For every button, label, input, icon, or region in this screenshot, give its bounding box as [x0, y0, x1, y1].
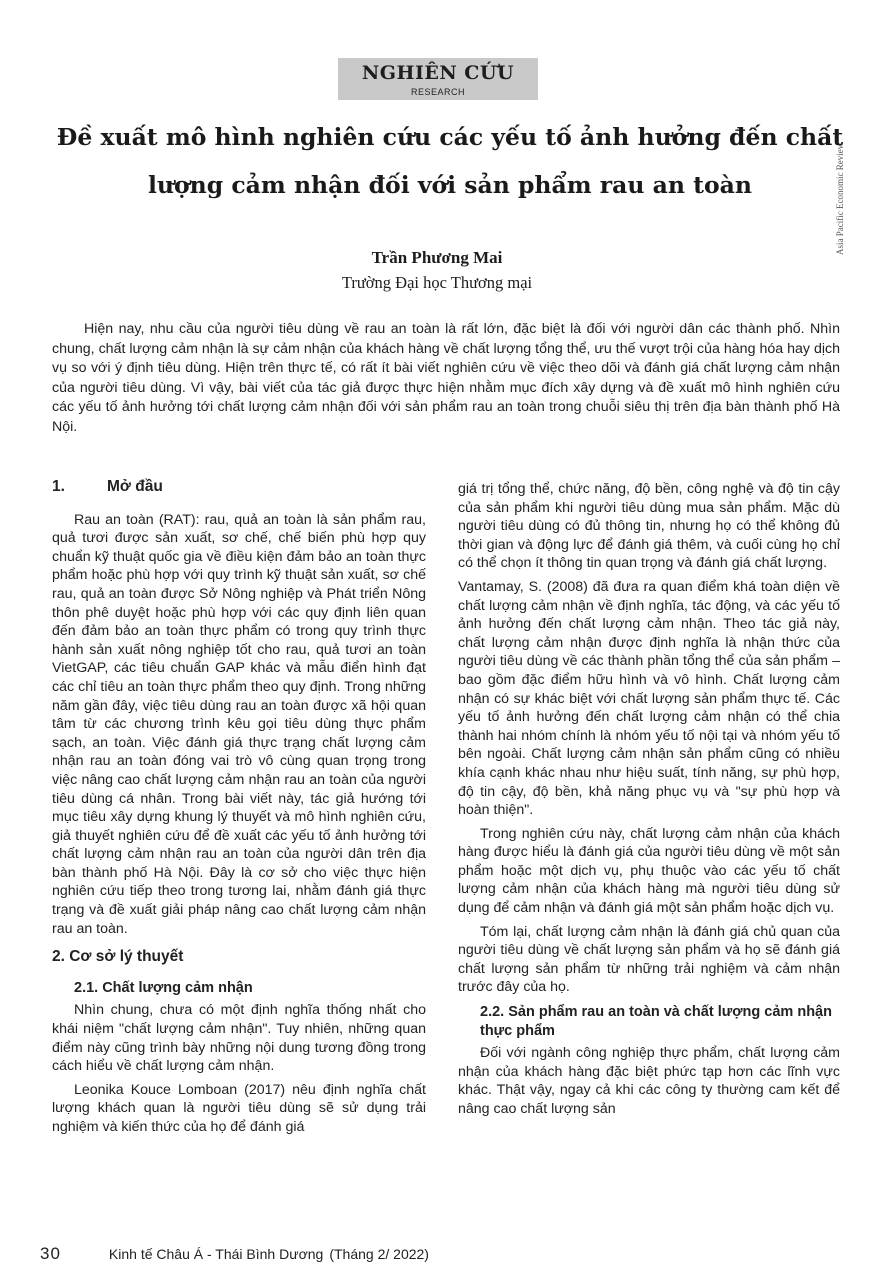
paragraph: Rau an toàn (RAT): rau, quả an toàn là sản phẩm rau, quả tươi được sản xuất, sơ chế, chế biến phù hợp quy chuẩn kỹ thuật quốc gia về điều kiện đảm bảo an toàn thực phẩm hoặc phù hợp với quy trình kỹ thuật sản xuất, sơ chế rau, quả an toàn được Sở Nông nghiệp và Phát triển Nông thôn phê duyệt hoặc phù hợp với các quy định liên quan đến đảm bảo an toàn thực phẩm có trong quy trình thực hành sản xuất nông nghiệp tốt cho rau, quả tươi an toàn VietGAP, các tiêu chuẩn GAP khác và mẫu điển hình đạt các chỉ tiêu an toàn thực phẩm theo quy định. Trong những năm gần đây, việc tiêu dùng rau an toàn được xã hội quan tâm từ các chương trình kêu gọi tiêu dùng thực phẩm sạch, an toàn. Việc đánh giá thực trạng chất lượng cảm nhận rau an toàn đóng vai trò vô cùng quan trọng trong việc nâng cao chất lượng cảm nhận rau an toàn của người tiêu dùng cá nhân. Trong bài viết này, tác giả hướng tới mục tiêu xây dựng khung lý thuyết và mô hình nghiên cứu, giả thuyết nghiên cứu để đề xuất các yếu tố ảnh hưởng tới chất lượng cảm nhận rau an toàn của người dân trên địa bàn thành phố Hà Nội. Đây là cơ sở cho việc thực hiện nghiên cứu tiếp theo trong tương lai, nhằm đánh giá thực trạng và đề xuất giải pháp nâng cao chất lượng cảm nhận rau an toàn. — [52, 511, 426, 937]
subsection-heading-2-2: 2.2. Sản phẩm rau an toàn và chất lượng cảm nhận thực phẩm — [480, 1004, 832, 1039]
subsection-heading-2-1: 2.1. Chất lượng cảm nhận — [74, 979, 253, 996]
section-heading-1 — [52, 478, 426, 497]
section-banner — [338, 58, 538, 100]
paragraph: Tóm lại, chất lượng cảm nhận là đánh giá chủ quan của người tiêu dùng về chất lượng sản phẩm và họ sẽ đánh giá chất lượng sản phẩm từ những trải nghiệm và cảm nhận trước đây của họ. — [458, 923, 840, 996]
author-name: Trần Phương Mai — [371, 248, 503, 267]
issue-date: (Tháng 2/ 2022) — [329, 1246, 429, 1262]
abstract-text: Hiện nay, nhu cầu của người tiêu dùng về rau an toàn là rất lớn, đặc biệt là đối với người dân các thành phố. Nhìn chung, chất lượng cảm nhận là sự cảm nhận của khách hàng về chất lượng tổng thể, ưu thế vượt trội của hàng hóa hay dịch vụ so với ý định tiêu dùng. Hiện trên thực tế, có rất ít bài viết nghiên cứu về việc theo dõi và đánh giá chất lượng cảm nhận của người tiêu dùng. Vì vậy, bài viết của tác giả được thực hiện nhằm mục đích xây dựng và đề xuất mô hình nghiên cứu các yếu tố ảnh hưởng tới chất lượng cảm nhận đối với sản phẩm rau an toàn trong chuỗi siêu thị trên địa bàn thành phố Hà Nội. — [52, 321, 840, 435]
right-column — [458, 480, 840, 1124]
paragraph: Đối với ngành công nghiệp thực phẩm, chất lượng cảm nhận của khách hàng đặc biệt phức tạp hơn các lĩnh vực khác. Thật vậy, ngay cả khi các công ty thường cam kết để nâng cao chất lượng sản — [458, 1045, 840, 1117]
paragraph: Nhìn chung, chưa có một định nghĩa thống nhất cho khái niệm "chất lượng cảm nhận". Tuy nhiên, những quan điểm này cũng trình bày những nội dung tương đồng trong cách hiểu về chất lượng cảm nhận. — [52, 1002, 426, 1075]
section-heading-2: 2. Cơ sở lý thuyết — [52, 948, 184, 966]
page-footer — [40, 1244, 429, 1264]
section-title: Mở đầu — [107, 478, 163, 495]
section-label-en: RESEARCH — [410, 87, 465, 97]
journal-side-label: Asia Pacific Economic Review — [835, 142, 845, 255]
paragraph: Vantamay, S. (2008) đã đưa ra quan điểm khá toàn diện về chất lượng cảm nhận về định nghĩa, tác động, và các yếu tố ảnh hưởng đến chất lượng cảm nhận. Theo tác giả này, chất lượng cảm nhận được định nghĩa là nhận thức của người tiêu dùng về các thành phần tổng thể của sản phẩm – bao gồm đặc điểm hữu hình và vô hình. Chất lượng cảm nhận có sự khác biệt với chất lượng sản phẩm thực tế. Các yếu tố ảnh hưởng đến chất lượng cảm nhận có thể chia thành hai nhóm chính là nhóm yếu tố nội tại và nhóm yếu tố bên ngoài. Chất lượng cảm nhận sản phẩm cũng có nhiều khía cạnh khác nhau như hiệu suất, tính năng, sự phù hợp, độ tin cậy, độ bền, khả năng phục vụ và "sự phù hợp và hoàn thiện". — [458, 578, 840, 819]
journal-name: Kinh tế Châu Á - Thái Bình Dương — [108, 1246, 324, 1262]
page-number: 30 — [40, 1244, 61, 1263]
paragraph: giá trị tổng thể, chức năng, độ bền, công nghệ và độ tin cậy của sản phẩm khi người tiêu dùng mua sản phẩm. Mặc dù người tiêu dùng có đủ thông tin, nhưng họ có thể không đủ thời gian và động lực để đánh giá thêm, và cuối cùng họ chỉ có thể chọn ít thông tin quan trọng và đánh giá chất lượng. — [458, 481, 840, 572]
left-column — [52, 474, 426, 1142]
abstract — [52, 320, 840, 438]
paragraph: Leonika Kouce Lomboan (2017) nêu định nghĩa chất lượng khách quan là người tiêu dùng sẽ sử dụng trải nghiệm và kiến thức của họ để đánh giá — [52, 1081, 426, 1135]
section-label: NGHIÊN CỨU — [361, 62, 515, 84]
paragraph: Trong nghiên cứu này, chất lượng cảm nhận của khách hàng được hiểu là đánh giá của người tiêu dùng về một sản phẩm hoặc một dịch vụ, phụ thuộc vào các yếu tố chất lượng cảm nhận của khách hàng mà người tiêu dùng sử dụng để cảm nhận và đánh giá một sản phẩm hoặc dịch vụ. — [458, 825, 840, 917]
section-number: 1. — [52, 478, 65, 495]
article-title: Đề xuất mô hình nghiên cứu các yếu tố ảnh hưởng đến chất lượng cảm nhận đối với sản phẩm rau an toàn — [56, 123, 844, 199]
author-affiliation: Trường Đại học Thương mại — [341, 273, 533, 292]
